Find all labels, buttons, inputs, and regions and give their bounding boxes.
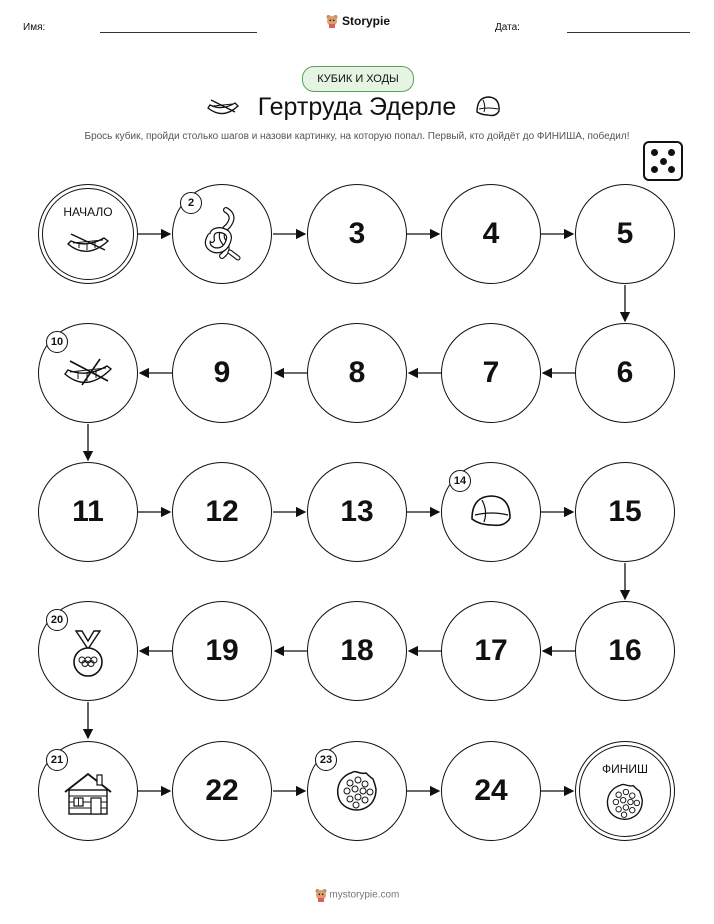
space-number: 15 xyxy=(608,495,642,528)
space-badge: 14 xyxy=(449,470,471,492)
space-15[interactable] xyxy=(575,462,675,562)
log-cabin-icon xyxy=(61,770,115,818)
instructions: Брось кубик, пройди столько шагов и назови картинку, на которую попал. Первый, кто дойдёт до ФИНИША, победил! xyxy=(84,131,630,142)
space-3[interactable] xyxy=(307,184,407,284)
space-badge: 2 xyxy=(180,192,202,214)
medal-icon xyxy=(68,629,108,679)
space-12[interactable] xyxy=(172,462,272,562)
space-11[interactable] xyxy=(38,462,138,562)
space-number: 4 xyxy=(482,217,500,250)
space-finish[interactable] xyxy=(575,741,675,841)
space-22[interactable] xyxy=(172,741,272,841)
space-17[interactable] xyxy=(441,601,541,701)
space-number: 16 xyxy=(608,634,642,667)
space-18[interactable] xyxy=(307,601,407,701)
bear-icon xyxy=(315,888,327,902)
flower-bouquet-icon xyxy=(335,769,379,813)
space-number: 24 xyxy=(474,774,508,807)
space-16[interactable] xyxy=(575,601,675,701)
space-number: 6 xyxy=(616,356,634,389)
swim-cap-icon xyxy=(468,491,514,533)
rowboat-icon xyxy=(62,357,114,393)
space-start[interactable] xyxy=(38,184,138,284)
space-8[interactable] xyxy=(307,323,407,423)
space-number: 5 xyxy=(616,217,634,250)
space-number: 8 xyxy=(348,356,366,389)
rope-knot-icon xyxy=(200,206,244,262)
space-number: 13 xyxy=(340,495,374,528)
space-number: 17 xyxy=(474,634,508,667)
flower-bouquet-icon xyxy=(605,782,645,822)
footer xyxy=(0,888,714,902)
space-19[interactable] xyxy=(172,601,272,701)
space-badge: 21 xyxy=(46,749,68,771)
space-badge: 10 xyxy=(46,331,68,353)
rowboat-icon xyxy=(65,230,111,260)
space-24[interactable] xyxy=(441,741,541,841)
space-badge: 23 xyxy=(315,749,337,771)
footer-url[interactable]: mystorypie.com xyxy=(329,889,400,901)
space-number: 12 xyxy=(205,495,239,528)
space-4[interactable] xyxy=(441,184,541,284)
brand-name: Storypie xyxy=(342,14,391,28)
space-number: 3 xyxy=(348,217,366,250)
space-number: 18 xyxy=(340,634,374,667)
page-title: Гертруда Эдерле xyxy=(257,93,457,121)
date-label: Дата: xyxy=(495,22,520,33)
space-number: 11 xyxy=(72,495,104,528)
space-number: 9 xyxy=(213,356,231,389)
space-6[interactable] xyxy=(575,323,675,423)
space-7[interactable] xyxy=(441,323,541,423)
finish-label: ФИНИШ xyxy=(601,762,649,776)
space-13[interactable] xyxy=(307,462,407,562)
space-9[interactable] xyxy=(172,323,272,423)
space-badge: 20 xyxy=(46,609,68,631)
start-label: НАЧАЛО xyxy=(63,205,113,219)
space-number: 7 xyxy=(482,356,500,389)
space-number: 22 xyxy=(205,774,239,807)
space-number: 19 xyxy=(205,634,239,667)
name-label: Имя: xyxy=(23,22,46,33)
game-type-tag: КУБИК И ХОДЫ xyxy=(302,66,414,92)
space-5[interactable] xyxy=(575,184,675,284)
